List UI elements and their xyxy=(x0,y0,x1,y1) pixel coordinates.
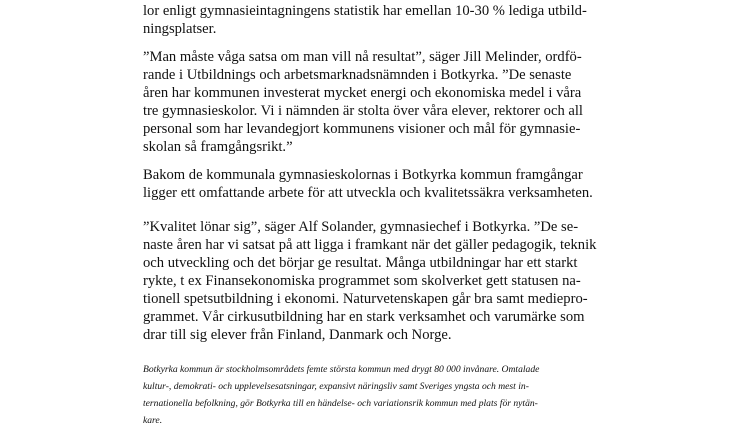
text-line: åren har kommunen investerat mycket energi och ekonomiska medel i våra xyxy=(143,85,582,101)
text-line: tre gymnasieskolor. Vi i nämnden är stolta över våra elever, rektorer och all xyxy=(143,103,583,119)
footer-line: kultur-, demokrati- och upplevelsesatsningar, expansivt näringsliv samt Sveriges yngsta och mest in- xyxy=(143,381,529,392)
text-line: drar till sig elever från Finland, Danmark och Norge. xyxy=(143,327,452,343)
footer-about-botkyrka xyxy=(143,361,613,429)
text-line: ”Kvalitet lönar sig”, säger Alf Solander, gymnasiechef i Botkyrka. ”De se- xyxy=(143,219,579,235)
text-line: naste åren har vi satsat på att ligga i framkant när det gäller pedagogik, teknik xyxy=(143,237,597,253)
footer-line: Botkyrka kommun är stockholmsområdets femte största kommun med drygt 80 000 invånare. Omtalade xyxy=(143,364,540,375)
text-line: rande i Utbildnings och arbetsmarknadsnämnden i Botkyrka. ”De senaste xyxy=(143,67,572,83)
text-line: Bakom de kommunala gymnasieskolornas i Botkyrka kommun framgångar xyxy=(143,167,583,183)
footer-line: ternationella befolkning, gör Botkyrka till en händelse- och variationsrik kommun med plats för nytän- xyxy=(143,398,538,409)
paragraph-melinder-quote xyxy=(143,48,613,156)
text-line: grammet. Vår cirkusutbildning har en stark verksamhet och varumärke som xyxy=(143,309,585,325)
text-line: skolan så framgångsrikt.” xyxy=(143,139,293,155)
paragraph-statistics xyxy=(143,2,613,38)
text-line: ”Man måste våga satsa om man vill nå resultat”, säger Jill Melinder, ordfö- xyxy=(143,49,582,65)
text-line: rykte, t ex Finansekonomiska programmet som skolverket gett statusen na- xyxy=(143,273,581,289)
text-line: ligger ett omfattande arbete för att utveckla och kvalitetssäkra verksamheten. xyxy=(143,185,593,201)
text-line: lor enligt gymnasieintagningens statistik har emellan 10-30 % lediga utbild- xyxy=(143,3,587,19)
text-line: och utveckling och det börjar ge resultat. Många utbildningar har ett starkt xyxy=(143,255,578,271)
text-line: personal som har levandegjort kommunens visioner och mål för gymnasie- xyxy=(143,121,581,137)
text-line: tionell spetsutbildning i ekonomi. Naturvetenskapen går bra samt mediepro- xyxy=(143,291,588,307)
text-line: ningsplatser. xyxy=(143,21,217,37)
paragraph-solander-quote xyxy=(143,218,613,344)
document-page xyxy=(143,0,613,426)
footer-line: kare. xyxy=(143,415,163,426)
paragraph-quality-work xyxy=(143,166,613,202)
